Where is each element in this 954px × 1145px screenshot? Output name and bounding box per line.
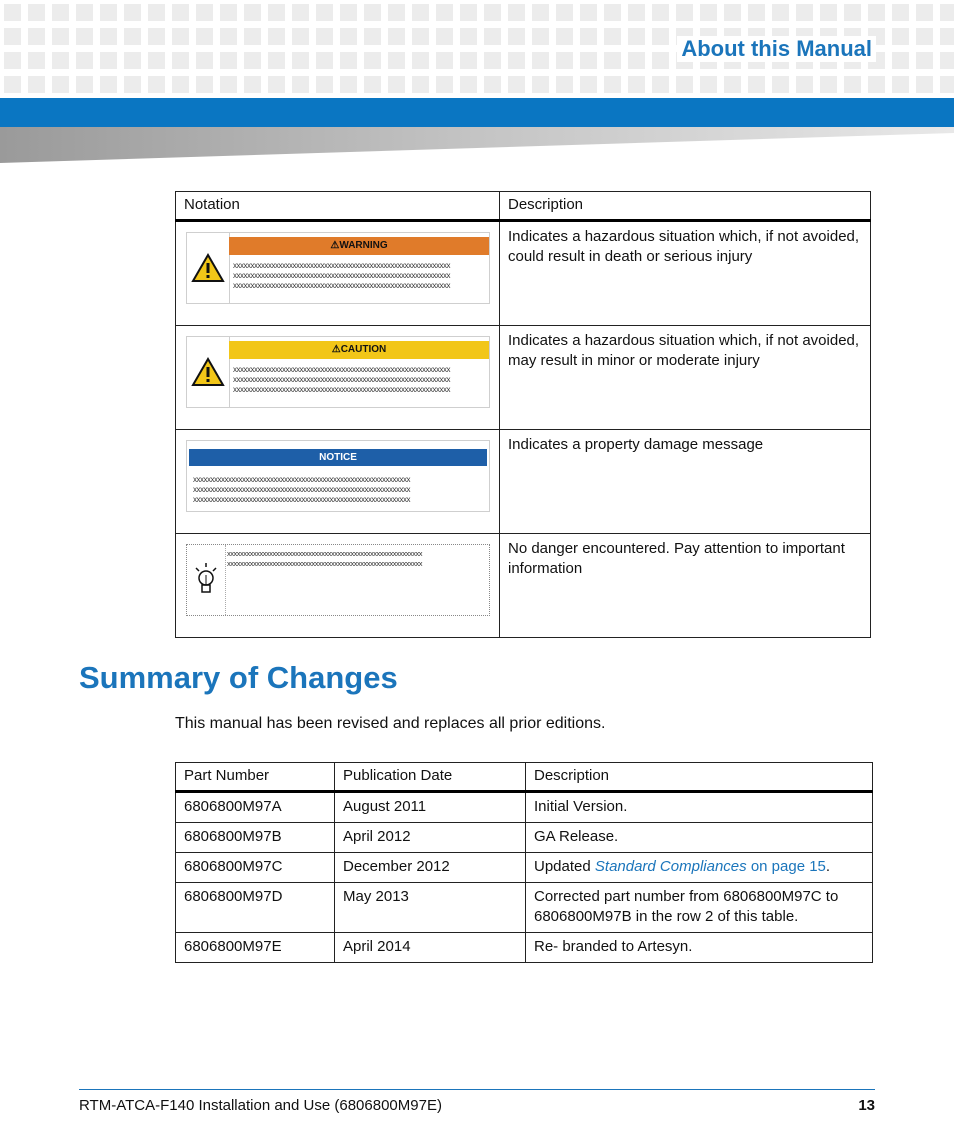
pattern-square xyxy=(148,52,165,69)
warning-triangle-icon xyxy=(187,233,230,303)
table-row xyxy=(176,430,871,534)
pattern-square xyxy=(460,52,477,69)
link-rest: on page 15 xyxy=(746,858,826,875)
pattern-square xyxy=(268,52,285,69)
pattern-square xyxy=(52,52,69,69)
pattern-square xyxy=(244,76,261,93)
footer-rule xyxy=(79,1089,875,1090)
pattern-square xyxy=(196,28,213,45)
pattern-square xyxy=(532,52,549,69)
pattern-square xyxy=(796,4,813,21)
pattern-square xyxy=(220,52,237,69)
header-publication-date: Publication Date xyxy=(335,763,526,792)
pattern-square xyxy=(868,4,885,21)
pattern-square xyxy=(388,28,405,45)
table-row xyxy=(176,883,873,933)
pattern-square xyxy=(364,4,381,21)
pattern-square xyxy=(28,4,45,21)
pattern-square xyxy=(652,76,669,93)
pattern-square xyxy=(100,4,117,21)
pattern-square xyxy=(196,52,213,69)
pattern-square xyxy=(364,52,381,69)
footer-doc-title: RTM-ATCA-F140 Installation and Use (6806800M97E) xyxy=(79,1097,442,1114)
pattern-square xyxy=(412,4,429,21)
pattern-square xyxy=(532,28,549,45)
pattern-square xyxy=(916,76,933,93)
pattern-square xyxy=(4,28,21,45)
pattern-square xyxy=(244,28,261,45)
pattern-square xyxy=(364,76,381,93)
pattern-square xyxy=(436,76,453,93)
lightbulb-icon xyxy=(187,545,226,615)
pattern-square xyxy=(172,76,189,93)
table-row xyxy=(176,221,871,326)
pattern-square xyxy=(604,76,621,93)
pattern-square xyxy=(556,4,573,21)
pattern-square xyxy=(748,76,765,93)
publication-date: August 2011 xyxy=(335,792,526,823)
pattern-square xyxy=(460,28,477,45)
pattern-square xyxy=(316,76,333,93)
page-number: 13 xyxy=(858,1097,875,1114)
pattern-square xyxy=(196,76,213,93)
notation-description: Indicates a property damage message xyxy=(500,430,871,534)
pattern-square xyxy=(388,4,405,21)
pattern-square xyxy=(916,52,933,69)
pattern-square xyxy=(460,4,477,21)
pattern-square xyxy=(100,28,117,45)
pattern-square xyxy=(100,76,117,93)
pattern-square xyxy=(556,28,573,45)
warning-small-icon: ⚠ xyxy=(330,240,340,251)
change-description: Corrected part number from 6806800M97C to 6806800M97B in the row 2 of this table. xyxy=(526,883,873,933)
pattern-square xyxy=(412,76,429,93)
warning-sample xyxy=(186,232,490,304)
pattern-square xyxy=(796,76,813,93)
section-heading: Summary of Changes xyxy=(79,660,398,695)
pattern-square xyxy=(148,4,165,21)
header-swoosh xyxy=(0,127,954,163)
caution-small-icon: ⚠ xyxy=(331,344,341,355)
pattern-square xyxy=(892,76,909,93)
sample-label: CAUTION xyxy=(340,344,387,355)
notation-sample-cell xyxy=(176,430,500,534)
pattern-square xyxy=(220,76,237,93)
notice-band: NOTICE xyxy=(189,449,487,466)
table-row xyxy=(176,326,871,430)
change-description: GA Release. xyxy=(526,823,873,853)
notation-description: Indicates a hazardous situation which, if not avoided, could result in death or serious injury xyxy=(500,221,871,326)
pattern-square xyxy=(652,28,669,45)
pattern-square xyxy=(940,76,954,93)
pattern-square xyxy=(556,52,573,69)
header-part-number: Part Number xyxy=(176,763,335,792)
header-description: Description xyxy=(500,192,871,221)
notation-sample-cell xyxy=(176,534,500,638)
part-number: 6806800M97C xyxy=(176,853,335,883)
pattern-square xyxy=(508,4,525,21)
pattern-square xyxy=(628,76,645,93)
notation-sample-cell xyxy=(176,326,500,430)
tip-sample xyxy=(186,544,490,616)
pattern-square xyxy=(940,52,954,69)
sample-line: xxxxxxxxxxxxxxxxxxxxxxxxxxxxxxxxxxxxxxxxxxxxxxxxxxxxxxxxxxxx xyxy=(227,549,422,558)
summary-intro: This manual has been revised and replaces all prior editions. xyxy=(175,715,606,732)
pattern-square xyxy=(244,52,261,69)
pattern-square xyxy=(532,4,549,21)
pattern-square xyxy=(892,52,909,69)
pattern-square xyxy=(244,4,261,21)
desc-prefix: Updated xyxy=(534,858,595,875)
sample-line: xxxxxxxxxxxxxxxxxxxxxxxxxxxxxxxxxxxxxxxxxxxxxxxxxxxxxxxxxxxxxx xyxy=(193,495,410,504)
pattern-square xyxy=(436,52,453,69)
publication-date: May 2013 xyxy=(335,883,526,933)
sample-line: xxxxxxxxxxxxxxxxxxxxxxxxxxxxxxxxxxxxxxxxxxxxxxxxxxxxxxxxxxxxxx xyxy=(233,281,450,290)
desc-suffix: . xyxy=(825,858,831,875)
pattern-square xyxy=(28,52,45,69)
sample-line: xxxxxxxxxxxxxxxxxxxxxxxxxxxxxxxxxxxxxxxxxxxxxxxxxxxxxxxxxxxxxx xyxy=(233,271,450,280)
pattern-square xyxy=(724,4,741,21)
pattern-square xyxy=(28,28,45,45)
pattern-square xyxy=(316,28,333,45)
table-row xyxy=(176,933,873,963)
pattern-square xyxy=(604,4,621,21)
pattern-square xyxy=(532,76,549,93)
pattern-square xyxy=(868,76,885,93)
pattern-square xyxy=(100,52,117,69)
pattern-square xyxy=(412,52,429,69)
notation-description: Indicates a hazardous situation which, if not avoided, may result in minor or moderate injury xyxy=(500,326,871,430)
pattern-square xyxy=(316,4,333,21)
pattern-square xyxy=(604,52,621,69)
pattern-square xyxy=(676,76,693,93)
pattern-square xyxy=(76,76,93,93)
standard-compliances-link[interactable] xyxy=(595,858,826,875)
pattern-square xyxy=(892,4,909,21)
pattern-square xyxy=(292,4,309,21)
pattern-square xyxy=(724,76,741,93)
pattern-square xyxy=(460,76,477,93)
change-description xyxy=(526,853,873,883)
pattern-square xyxy=(52,28,69,45)
sample-label: WARNING xyxy=(339,240,388,251)
publication-date: April 2014 xyxy=(335,933,526,963)
pattern-square xyxy=(220,28,237,45)
header-notation: Notation xyxy=(176,192,500,221)
pattern-square xyxy=(652,4,669,21)
sample-line: xxxxxxxxxxxxxxxxxxxxxxxxxxxxxxxxxxxxxxxxxxxxxxxxxxxxxxxxxxxxxx xyxy=(233,261,450,270)
pattern-square xyxy=(436,28,453,45)
pattern-square xyxy=(940,28,954,45)
pattern-square xyxy=(940,4,954,21)
sample-text xyxy=(193,475,487,505)
pattern-square xyxy=(172,28,189,45)
part-number: 6806800M97D xyxy=(176,883,335,933)
pattern-square xyxy=(844,76,861,93)
pattern-square xyxy=(580,28,597,45)
header-description: Description xyxy=(526,763,873,792)
pattern-square xyxy=(76,4,93,21)
sample-line: xxxxxxxxxxxxxxxxxxxxxxxxxxxxxxxxxxxxxxxxxxxxxxxxxxxxxxxxxxxxxx xyxy=(193,485,410,494)
pattern-square xyxy=(124,28,141,45)
notice-sample xyxy=(186,440,490,512)
pattern-square xyxy=(292,52,309,69)
part-number: 6806800M97A xyxy=(176,792,335,823)
pattern-square xyxy=(484,28,501,45)
pattern-square xyxy=(364,28,381,45)
sample-line: xxxxxxxxxxxxxxxxxxxxxxxxxxxxxxxxxxxxxxxxxxxxxxxxxxxxxxxxxxxxxx xyxy=(233,365,450,374)
pattern-square xyxy=(340,52,357,69)
pattern-square xyxy=(484,76,501,93)
pattern-square xyxy=(172,52,189,69)
pattern-square xyxy=(820,76,837,93)
pattern-square xyxy=(340,4,357,21)
pattern-square xyxy=(52,4,69,21)
pattern-square xyxy=(220,4,237,21)
pattern-square xyxy=(148,28,165,45)
pattern-square xyxy=(676,4,693,21)
notation-table xyxy=(175,191,871,638)
pattern-square xyxy=(628,4,645,21)
pattern-square xyxy=(292,28,309,45)
sample-text xyxy=(227,549,487,569)
sample-line: xxxxxxxxxxxxxxxxxxxxxxxxxxxxxxxxxxxxxxxxxxxxxxxxxxxxxxxxxxxxxx xyxy=(233,375,450,384)
pattern-square xyxy=(700,4,717,21)
pattern-square xyxy=(604,28,621,45)
pattern-square xyxy=(52,76,69,93)
pattern-square xyxy=(412,28,429,45)
pattern-square xyxy=(628,28,645,45)
pattern-square xyxy=(916,28,933,45)
warning-band xyxy=(229,237,489,255)
pattern-square xyxy=(340,28,357,45)
pattern-square xyxy=(436,4,453,21)
pattern-square xyxy=(124,52,141,69)
pattern-square xyxy=(340,76,357,93)
caution-triangle-icon xyxy=(187,337,230,407)
pattern-square xyxy=(268,76,285,93)
sample-text xyxy=(233,261,487,291)
table-row xyxy=(176,792,873,823)
table-row xyxy=(176,853,873,883)
sample-line: xxxxxxxxxxxxxxxxxxxxxxxxxxxxxxxxxxxxxxxxxxxxxxxxxxxxxxxxxxxxxx xyxy=(233,385,450,394)
pattern-square xyxy=(76,28,93,45)
pattern-square xyxy=(508,52,525,69)
notation-sample-cell xyxy=(176,221,500,326)
pattern-square xyxy=(4,4,21,21)
pattern-square xyxy=(652,52,669,69)
pattern-square xyxy=(172,4,189,21)
pattern-square xyxy=(196,4,213,21)
pattern-square xyxy=(820,4,837,21)
caution-band xyxy=(229,341,489,359)
pattern-square xyxy=(748,4,765,21)
header-bar xyxy=(0,98,954,127)
pattern-square xyxy=(4,76,21,93)
table-row xyxy=(176,534,871,638)
pattern-square xyxy=(268,28,285,45)
sample-text xyxy=(233,365,487,395)
pattern-square xyxy=(268,4,285,21)
pattern-square xyxy=(892,28,909,45)
pattern-square xyxy=(700,76,717,93)
pattern-square xyxy=(388,52,405,69)
changes-table xyxy=(175,762,873,963)
part-number: 6806800M97B xyxy=(176,823,335,853)
change-description: Re- branded to Artesyn. xyxy=(526,933,873,963)
publication-date: April 2012 xyxy=(335,823,526,853)
pattern-square xyxy=(508,76,525,93)
pattern-square xyxy=(580,76,597,93)
pattern-square xyxy=(484,52,501,69)
pattern-square xyxy=(628,52,645,69)
link-italic: Standard Compliances xyxy=(594,858,747,875)
sample-line: xxxxxxxxxxxxxxxxxxxxxxxxxxxxxxxxxxxxxxxxxxxxxxxxxxxxxxxxxxxxxx xyxy=(193,475,410,484)
pattern-square xyxy=(844,4,861,21)
change-description: Initial Version. xyxy=(526,792,873,823)
pattern-square xyxy=(484,4,501,21)
pattern-square xyxy=(316,52,333,69)
pattern-square xyxy=(388,76,405,93)
caution-sample xyxy=(186,336,490,408)
part-number: 6806800M97E xyxy=(176,933,335,963)
pattern-square xyxy=(580,4,597,21)
pattern-square xyxy=(772,76,789,93)
pattern-square xyxy=(4,52,21,69)
notation-description: No danger encountered. Pay attention to important information xyxy=(500,534,871,638)
pattern-square xyxy=(124,76,141,93)
pattern-square xyxy=(28,76,45,93)
pattern-square xyxy=(556,76,573,93)
table-row xyxy=(176,823,873,853)
sample-line: xxxxxxxxxxxxxxxxxxxxxxxxxxxxxxxxxxxxxxxxxxxxxxxxxxxxxxxxxxxx xyxy=(227,559,422,568)
pattern-square xyxy=(508,28,525,45)
pattern-square xyxy=(916,4,933,21)
pattern-square xyxy=(76,52,93,69)
section-title: About this Manual xyxy=(677,36,876,62)
publication-date: December 2012 xyxy=(335,853,526,883)
pattern-square xyxy=(148,76,165,93)
pattern-square xyxy=(580,52,597,69)
pattern-square xyxy=(124,4,141,21)
pattern-square xyxy=(772,4,789,21)
pattern-square xyxy=(292,76,309,93)
